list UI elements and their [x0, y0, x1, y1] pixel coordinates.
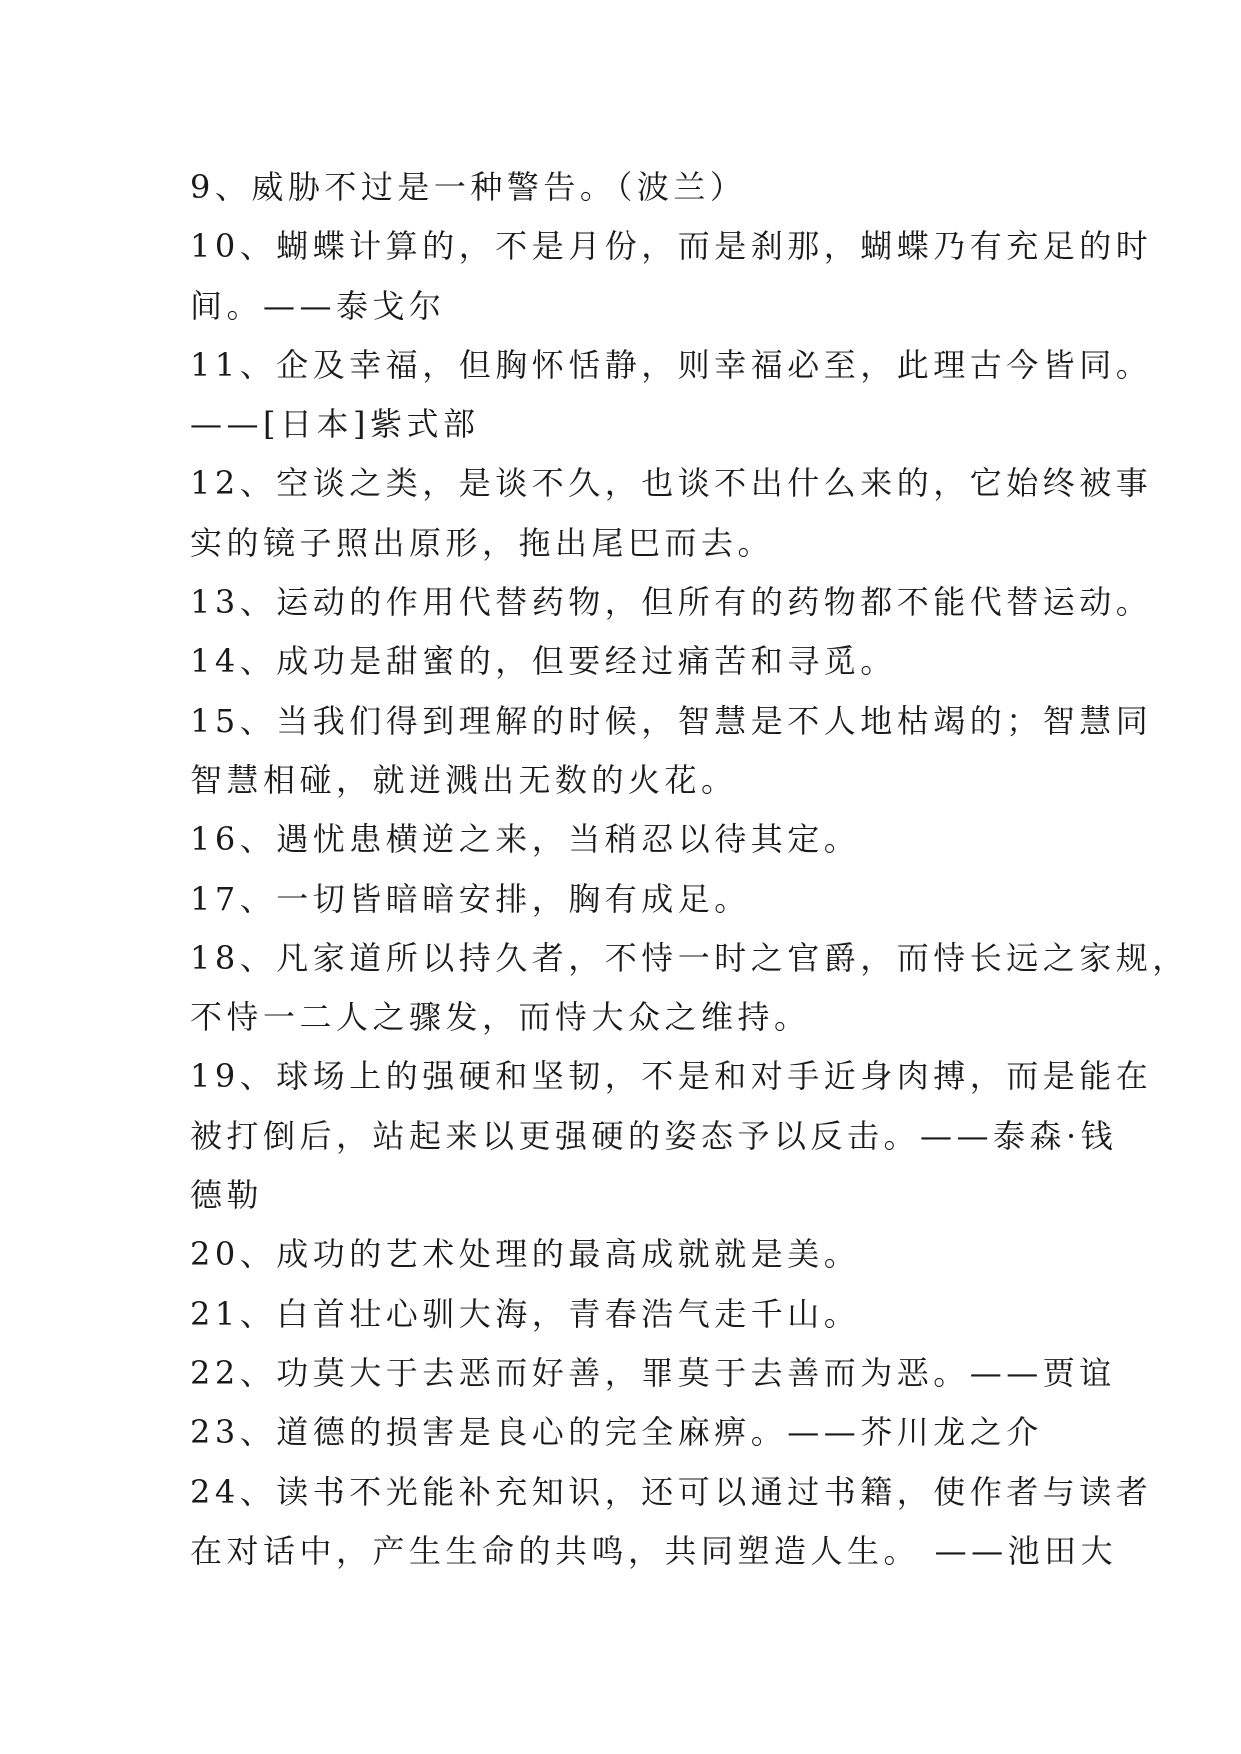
text-line: 智慧相碰，就迸溅出无数的火花。: [190, 760, 738, 799]
text-line: 被打倒后，站起来以更强硬的姿态予以反击。——泰森·钱: [190, 1116, 1118, 1155]
text-line: 14、成功是甜蜜的，但要经过痛苦和寻觅。: [190, 642, 897, 681]
text-line: 间。——泰戈尔: [190, 286, 446, 325]
text-line: ——[日本]紫式部: [190, 405, 480, 444]
text-line: 12、空谈之类，是谈不久，也谈不出什么来的，它始终被事: [190, 464, 1153, 503]
text-line: 24、读书不光能补充知识，还可以通过书籍，使作者与读者: [190, 1472, 1153, 1511]
text-line: 17、一切皆暗暗安排，胸有成足。: [190, 879, 751, 918]
text-line: 23、道德的损害是良心的完全麻痹。——芥川龙之介: [190, 1413, 1043, 1452]
text-line: 在对话中，产生生命的共鸣，共同塑造人生。 ——池田大: [190, 1531, 1118, 1570]
text-line: 11、企及幸福，但胸怀恬静，则幸福必至，此理古今皆同。: [190, 345, 1153, 384]
text-line: 德勒: [190, 1176, 264, 1215]
text-line: 19、球场上的强硬和坚韧，不是和对手近身肉搏，而是能在: [190, 1057, 1153, 1096]
text-line: 不恃一二人之骤发，而恃大众之维持。: [190, 998, 811, 1037]
text-line: 13、运动的作用代替药物，但所有的药物都不能代替运动。: [190, 583, 1153, 622]
text-line: 15、当我们得到理解的时候，智慧是不人地枯竭的；智慧同: [190, 701, 1153, 740]
text-line: 20、成功的艺术处理的最高成就就是美。: [190, 1235, 861, 1274]
text-line: 18、凡家道所以持久者，不恃一时之官爵，而恃长远之家规，: [190, 938, 1189, 977]
quote-list: [190, 158, 1189, 1581]
text-line: 实的镜子照出原形，拖出尾巴而去。: [190, 523, 775, 562]
text-line: 16、遇忧患横逆之来，当稍忍以待其定。: [190, 820, 861, 859]
text-line: 10、蝴蝶计算的，不是月份，而是刹那，蝴蝶乃有充足的时: [190, 227, 1153, 266]
text-line: 21、白首壮心驯大海，青春浩气走千山。: [190, 1294, 861, 1333]
text-line: 9、威胁不过是一种警告。（波兰）: [190, 168, 747, 206]
text-line: 22、功莫大于去恶而好善，罪莫于去善而为恶。——贾谊: [190, 1353, 1116, 1392]
